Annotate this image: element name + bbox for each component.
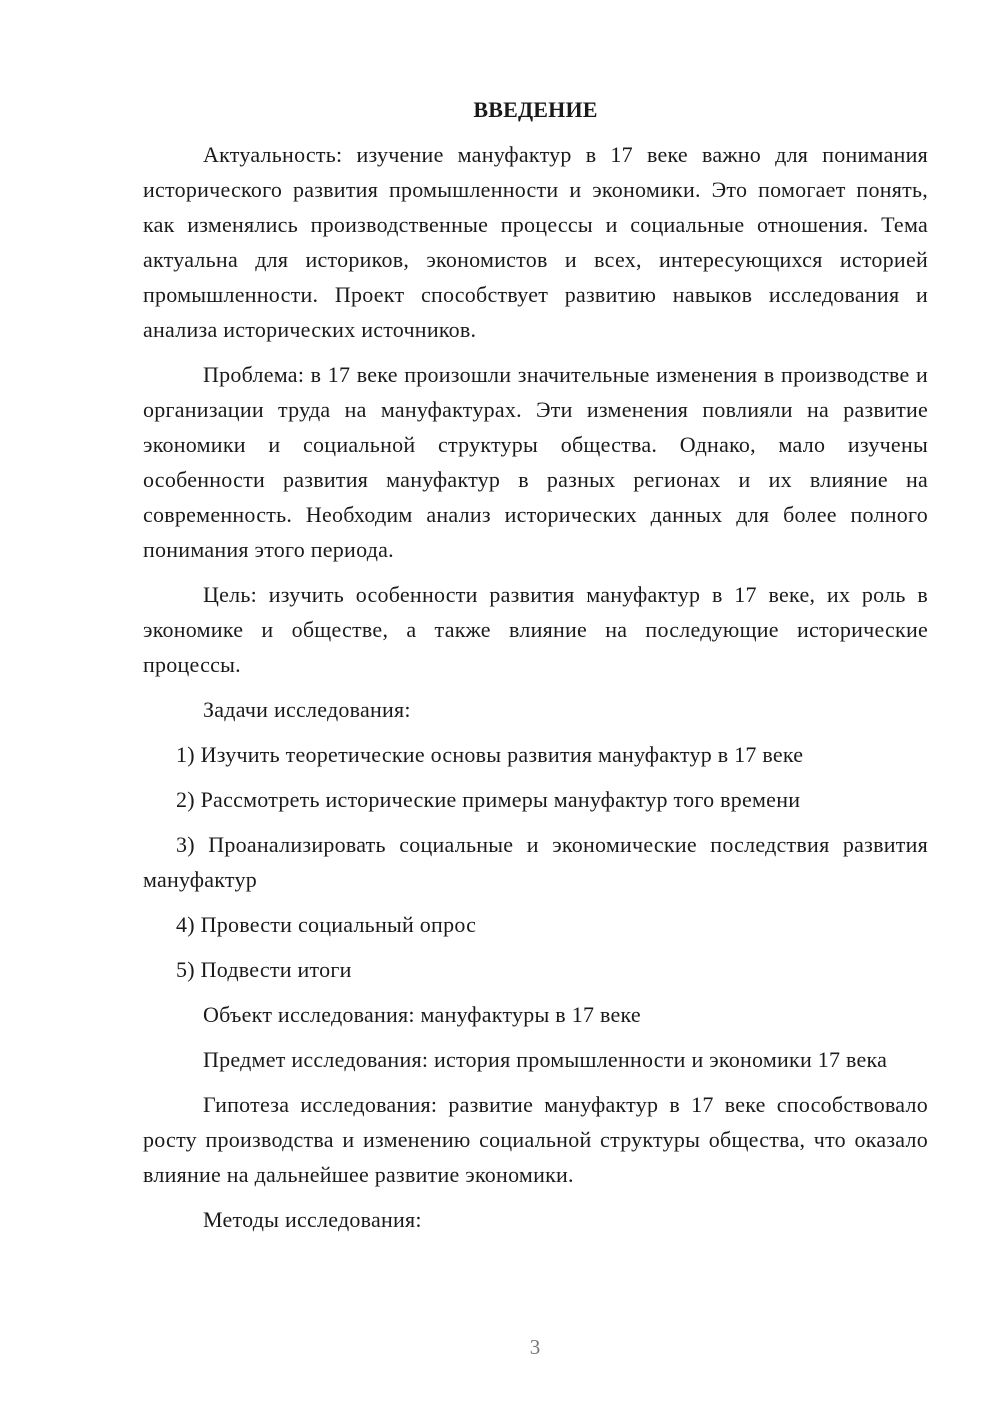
task-item: 4) Провести социальный опрос: [176, 912, 477, 937]
task-item: 2) Рассмотреть исторические примеры мануфактур того времени: [176, 787, 801, 812]
page-number: 3: [529, 1335, 541, 1359]
goal-paragraph: Цель: изучить особенности развития мануфактур в 17 веке, их роль в экономике и обществе, а также влияние на последующие исторические процессы.: [143, 582, 928, 677]
task-item: 1) Изучить теоретические основы развития мануфактур в 17 веке: [176, 742, 804, 767]
methods-heading: Методы исследования:: [203, 1207, 422, 1232]
subject-paragraph: Предмет исследования: история промышленности и экономики 17 века: [203, 1047, 888, 1072]
problem-paragraph: Проблема: в 17 веке произошли значительные изменения в производстве и организации труда на мануфактурах. Эти изменения повлияли на развитие экономики и социальной структуры общества. Однако, мало изучены особенности развития мануфактур в разных регионах и их влияние на современность. Необходим анализ исторических данных для более полного понимания этого периода.: [143, 362, 928, 562]
task-item: 5) Подвести итоги: [176, 957, 352, 982]
document-body: [143, 92, 928, 1247]
object-paragraph: Объект исследования: мануфактуры в 17 веке: [203, 1002, 641, 1027]
hypothesis-paragraph: Гипотеза исследования: развитие мануфактур в 17 веке способствовало росту производства и изменению социальной структуры общества, что оказало влияние на дальнейшее развитие экономики.: [143, 1092, 928, 1187]
relevance-paragraph: Актуальность: изучение мануфактур в 17 веке важно для понимания исторического развития промышленности и экономики. Это помогает понять, как изменялись производственные процессы и социальные отношения. Тема актуальна для историков, экономистов и всех, интересующихся историей промышленности. Проект способствует развитию навыков исследования и анализа исторических источников.: [143, 142, 928, 342]
tasks-heading: Задачи исследования:: [203, 697, 411, 722]
section-title: ВВЕДЕНИЕ: [473, 97, 598, 122]
task-item: 3) Проанализировать социальные и экономические последствия развития мануфактур: [143, 832, 928, 892]
